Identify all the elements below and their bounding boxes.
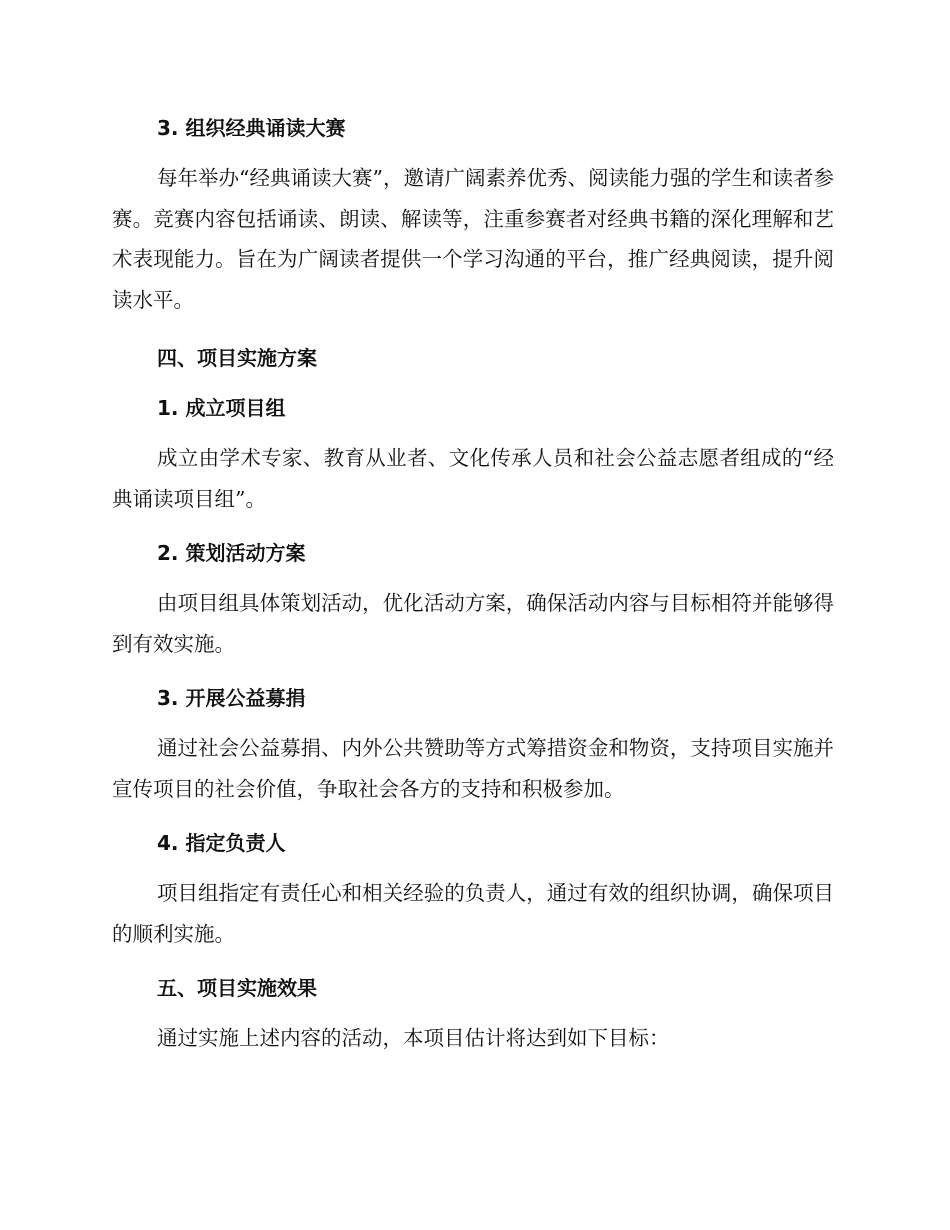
chapter-heading-implementation-plan: 四、项目实施方案 [157,346,317,370]
paragraph-implementation-effect: 通过实施上述内容的活动，本项目估计将达到如下目标： [157,1026,670,1050]
section-heading-form-team: 1. 成立项目组 [157,396,286,420]
section-heading-plan-activities: 2. 策划活动方案 [157,541,306,565]
document-page [112,108,834,1073]
section-heading-organize-contest: 3. 组织经典诵读大赛 [157,116,346,140]
chapter-heading-implementation-effect: 五、项目实施效果 [157,976,317,1000]
paragraph-plan-activities: 由项目组具体策划活动，优化活动方案，确保活动内容与目标相符并能够得到有效实施。 [112,591,834,656]
section-heading-assign-leader: 4. 指定负责人 [157,831,286,855]
paragraph-fundraising: 通过社会公益募捐、内外公共赞助等方式筹措资金和物资，支持项目实施并宣传项目的社会价值，争取社会各方的支持和积极参加。 [112,736,834,801]
section-heading-fundraising: 3. 开展公益募捐 [157,686,306,710]
paragraph-form-team: 成立由学术专家、教育从业者、文化传承人员和社会公益志愿者组成的“经典诵读项目组”。 [112,446,834,511]
paragraph-contest-description: 每年举办“经典诵读大赛”，邀请广阔素养优秀、阅读能力强的学生和读者参赛。竞赛内容包括诵读、朗读、解读等，注重参赛者对经典书籍的深化理解和艺术表现能力。旨在为广阔读者提供一个学习沟通的平台，推广经典阅读，提升阅读水平。 [112,166,834,312]
paragraph-assign-leader: 项目组指定有责任心和相关经验的负责人，通过有效的组织协调，确保项目的顺利实施。 [112,881,834,946]
